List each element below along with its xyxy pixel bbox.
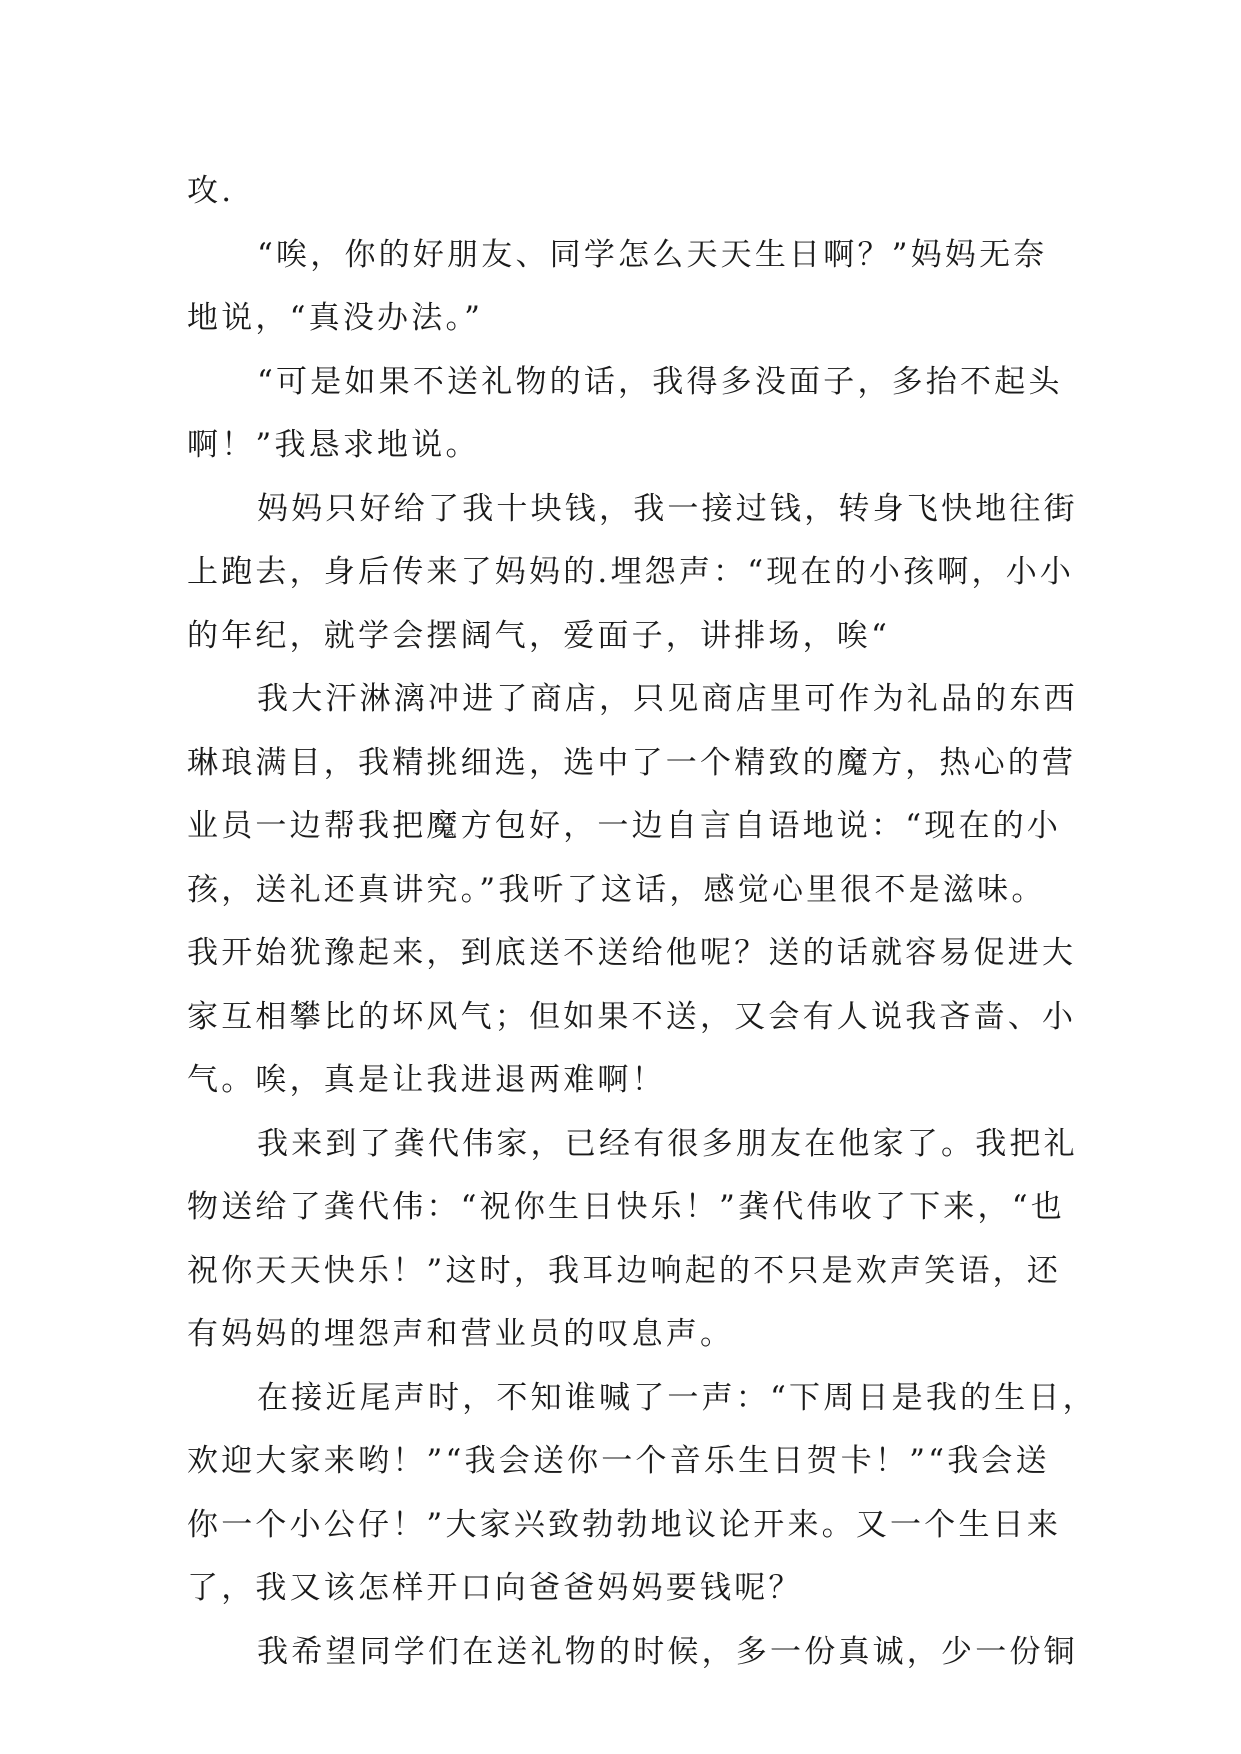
text-line: 你一个小公仔！”大家兴致勃勃地议论开来。又一个生日来 bbox=[187, 1506, 1062, 1543]
paragraph-first-line: 我大汗淋漓冲进了商店，只见商店里可作为礼品的东西 bbox=[257, 681, 1078, 717]
text-line: 了，我又该怎样开口向爸爸妈妈要钱呢？ bbox=[187, 1570, 803, 1606]
text-line: 欢迎大家来哟！”“我会送你一个音乐生日贺卡！”“我会送 bbox=[187, 1443, 1050, 1479]
text-line: 上跑去，身后传来了妈妈的.埋怨声：“现在的小孩啊，小小 bbox=[187, 554, 1075, 590]
text-line: 琳琅满目，我精挑细选，选中了一个精致的魔方，热心的营 bbox=[187, 744, 1077, 781]
text-line: 祝你天天快乐！”这时，我耳边响起的不只是欢声笑语，还 bbox=[187, 1252, 1062, 1289]
paragraph-first-line: 在接近尾声时，不知谁喊了一声：“下周日是我的生日， bbox=[257, 1379, 1097, 1416]
text-line: 家互相攀比的坏风气；但如果不送，又会有人说我吝啬、小 bbox=[187, 998, 1077, 1035]
text-line: 气。唉，真是让我进退两难啊！ bbox=[187, 1062, 666, 1098]
text-line: 有妈妈的埋怨声和营业员的叹息声。 bbox=[187, 1316, 735, 1352]
text-line: 的年纪，就学会摆阔气，爱面子，讲排场，唉“ bbox=[187, 617, 891, 654]
text-line: 地说，“真没办法。” bbox=[187, 300, 484, 336]
text-line: 业员一边帮我把魔方包好，一边自言自语地说：“现在的小 bbox=[187, 808, 1062, 844]
text-line: 攻. bbox=[187, 173, 235, 209]
text-line: 物送给了龚代伟：“祝你生日快乐！”龚代伟收了下来，“也 bbox=[187, 1189, 1065, 1225]
paragraph-first-line: “唉，你的好朋友、同学怎么天天生日啊？”妈妈无奈 bbox=[257, 236, 1048, 273]
text-line: 孩，送礼还真讲究。”我听了这话，感觉心里很不是滋味。 bbox=[187, 871, 1046, 908]
essay-body bbox=[187, 160, 1097, 1684]
paragraph-first-line: 妈妈只好给了我十块钱，我一接过钱，转身飞快地往街 bbox=[257, 490, 1078, 527]
paragraph-first-line: 我希望同学们在送礼物的时候，多一份真诚，少一份铜 bbox=[257, 1633, 1078, 1670]
text-line: 我开始犹豫起来，到底送不送给他呢？送的话就容易促进大 bbox=[187, 935, 1077, 971]
text-line: 啊！”我恳求地说。 bbox=[187, 427, 480, 463]
paragraph-first-line: 我来到了龚代伟家，已经有很多朋友在他家了。我把礼 bbox=[257, 1125, 1078, 1162]
paragraph-first-line: “可是如果不送礼物的话，我得多没面子，多抬不起头 bbox=[257, 363, 1063, 400]
